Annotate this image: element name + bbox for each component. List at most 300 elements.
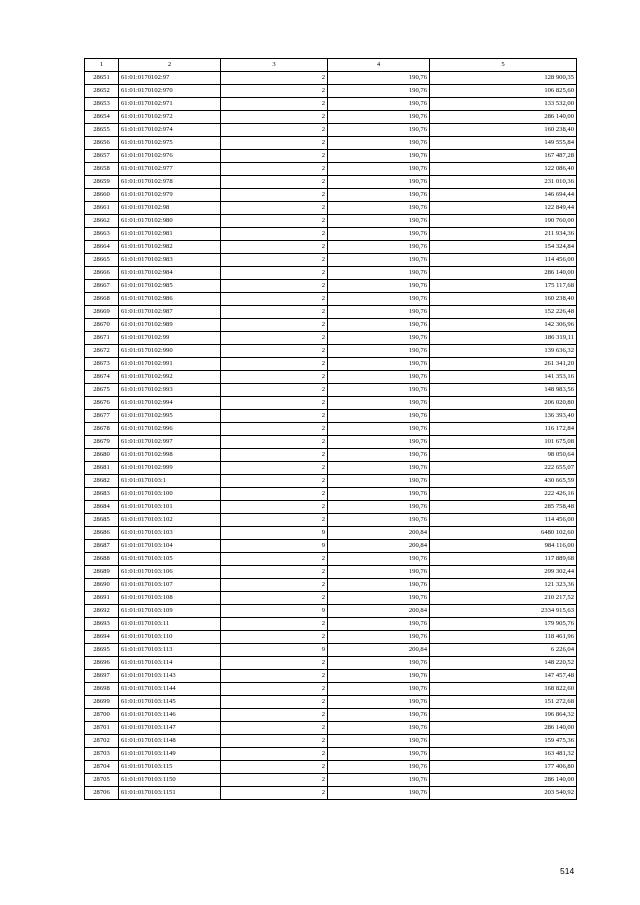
header-cell-2: 2	[119, 59, 221, 72]
row-number-cell: 28653	[85, 98, 119, 111]
header-cell-3: 3	[221, 59, 328, 72]
cadastral-value-cell: 98 050,64	[430, 449, 577, 462]
table-row	[85, 709, 577, 722]
row-number-cell: 28674	[85, 371, 119, 384]
table-row	[85, 670, 577, 683]
group-cell: 2	[221, 293, 328, 306]
cadastral-value-cell: 148 983,56	[430, 384, 577, 397]
table-row	[85, 475, 577, 488]
cadastral-value-cell: 139 636,32	[430, 345, 577, 358]
group-cell: 2	[221, 176, 328, 189]
cadastral-value-cell: 206 020,80	[430, 397, 577, 410]
table-row	[85, 124, 577, 137]
table-row	[85, 358, 577, 371]
group-cell: 2	[221, 787, 328, 800]
table-row	[85, 722, 577, 735]
row-number-cell: 28683	[85, 488, 119, 501]
group-cell: 2	[221, 358, 328, 371]
row-number-cell: 28671	[85, 332, 119, 345]
cadastral-number-cell: 61:01:0170103:107	[119, 579, 221, 592]
group-cell: 2	[221, 397, 328, 410]
row-number-cell: 28655	[85, 124, 119, 137]
cadastral-number-cell: 61:01:0170102:993	[119, 384, 221, 397]
row-number-cell: 28654	[85, 111, 119, 124]
cadastral-number-cell: 61:01:0170102:976	[119, 150, 221, 163]
specific-value-cell: 190,76	[328, 579, 430, 592]
row-number-cell: 28693	[85, 618, 119, 631]
row-number-cell: 28689	[85, 566, 119, 579]
cadastral-value-cell: 984 116,00	[430, 540, 577, 553]
cadastral-value-cell: 6480 102,60	[430, 527, 577, 540]
cadastral-value-cell: 160 238,40	[430, 293, 577, 306]
row-number-cell: 28697	[85, 670, 119, 683]
table-row	[85, 761, 577, 774]
specific-value-cell: 190,76	[328, 241, 430, 254]
cadastral-number-cell: 61:01:0170102:983	[119, 254, 221, 267]
cadastral-number-cell: 61:01:0170102:982	[119, 241, 221, 254]
group-cell: 2	[221, 228, 328, 241]
specific-value-cell: 190,76	[328, 501, 430, 514]
row-number-cell: 28664	[85, 241, 119, 254]
group-cell: 2	[221, 423, 328, 436]
cadastral-number-cell: 61:01:0170102:981	[119, 228, 221, 241]
group-cell: 9	[221, 540, 328, 553]
cadastral-number-cell: 61:01:0170102:980	[119, 215, 221, 228]
table-header	[85, 59, 577, 72]
group-cell: 2	[221, 709, 328, 722]
cadastral-number-cell: 61:01:0170103:114	[119, 657, 221, 670]
cadastral-number-cell: 61:01:0170102:979	[119, 189, 221, 202]
group-cell: 2	[221, 735, 328, 748]
group-cell: 9	[221, 644, 328, 657]
row-number-cell: 28688	[85, 553, 119, 566]
row-number-cell: 28661	[85, 202, 119, 215]
group-cell: 2	[221, 670, 328, 683]
cadastral-number-cell: 61:01:0170102:978	[119, 176, 221, 189]
cadastral-value-cell: 285 758,48	[430, 501, 577, 514]
cadastral-value-cell: 141 353,16	[430, 371, 577, 384]
cadastral-value-cell: 6 226,04	[430, 644, 577, 657]
specific-value-cell: 190,76	[328, 592, 430, 605]
group-cell: 2	[221, 566, 328, 579]
cadastral-number-cell: 61:01:0170102:970	[119, 85, 221, 98]
cadastral-number-cell: 61:01:0170102:986	[119, 293, 221, 306]
specific-value-cell: 190,76	[328, 384, 430, 397]
row-number-cell: 28679	[85, 436, 119, 449]
row-number-cell: 28703	[85, 748, 119, 761]
group-cell: 2	[221, 696, 328, 709]
cadastral-number-cell: 61:01:0170103:1148	[119, 735, 221, 748]
table-row	[85, 241, 577, 254]
group-cell: 2	[221, 332, 328, 345]
cadastral-value-cell: 179 905,76	[430, 618, 577, 631]
cadastral-number-cell: 61:01:0170103:100	[119, 488, 221, 501]
specific-value-cell: 190,76	[328, 566, 430, 579]
group-cell: 2	[221, 761, 328, 774]
row-number-cell: 28660	[85, 189, 119, 202]
cadastral-value-cell: 186 319,11	[430, 332, 577, 345]
specific-value-cell: 190,76	[328, 176, 430, 189]
specific-value-cell: 190,76	[328, 293, 430, 306]
specific-value-cell: 190,76	[328, 670, 430, 683]
row-number-cell: 28705	[85, 774, 119, 787]
cadastral-number-cell: 61:01:0170102:99	[119, 332, 221, 345]
cadastral-value-table	[84, 58, 577, 800]
specific-value-cell: 200,84	[328, 605, 430, 618]
table-row	[85, 163, 577, 176]
row-number-cell: 28666	[85, 267, 119, 280]
row-number-cell: 28675	[85, 384, 119, 397]
specific-value-cell: 190,76	[328, 163, 430, 176]
table-row	[85, 566, 577, 579]
cadastral-number-cell: 61:01:0170102:997	[119, 436, 221, 449]
specific-value-cell: 190,76	[328, 488, 430, 501]
table-body	[85, 72, 577, 800]
table-row	[85, 449, 577, 462]
cadastral-number-cell: 61:01:0170103:102	[119, 514, 221, 527]
table-row	[85, 176, 577, 189]
cadastral-number-cell: 61:01:0170103:103	[119, 527, 221, 540]
row-number-cell: 28706	[85, 787, 119, 800]
group-cell: 2	[221, 475, 328, 488]
table-row	[85, 98, 577, 111]
row-number-cell: 28698	[85, 683, 119, 696]
row-number-cell: 28684	[85, 501, 119, 514]
group-cell: 2	[221, 345, 328, 358]
row-number-cell: 28667	[85, 280, 119, 293]
specific-value-cell: 190,76	[328, 85, 430, 98]
row-number-cell: 28691	[85, 592, 119, 605]
specific-value-cell: 190,76	[328, 631, 430, 644]
table-row	[85, 462, 577, 475]
cadastral-number-cell: 61:01:0170102:987	[119, 306, 221, 319]
specific-value-cell: 190,76	[328, 683, 430, 696]
cadastral-value-cell: 286 140,00	[430, 722, 577, 735]
row-number-cell: 28651	[85, 72, 119, 85]
table-row	[85, 228, 577, 241]
row-number-cell: 28687	[85, 540, 119, 553]
group-cell: 2	[221, 254, 328, 267]
specific-value-cell: 190,76	[328, 358, 430, 371]
table-row	[85, 215, 577, 228]
row-number-cell: 28690	[85, 579, 119, 592]
cadastral-value-cell: 261 341,20	[430, 358, 577, 371]
table-row	[85, 657, 577, 670]
row-number-cell: 28692	[85, 605, 119, 618]
row-number-cell: 28665	[85, 254, 119, 267]
row-number-cell: 28672	[85, 345, 119, 358]
cadastral-number-cell: 61:01:0170102:998	[119, 449, 221, 462]
table-row	[85, 371, 577, 384]
table-row	[85, 111, 577, 124]
table-row	[85, 488, 577, 501]
specific-value-cell: 190,76	[328, 319, 430, 332]
specific-value-cell: 190,76	[328, 735, 430, 748]
group-cell: 2	[221, 449, 328, 462]
table-row	[85, 332, 577, 345]
cadastral-number-cell: 61:01:0170103:110	[119, 631, 221, 644]
group-cell: 2	[221, 462, 328, 475]
cadastral-number-cell: 61:01:0170103:1147	[119, 722, 221, 735]
row-number-cell: 28673	[85, 358, 119, 371]
table-row	[85, 631, 577, 644]
cadastral-number-cell: 61:01:0170103:101	[119, 501, 221, 514]
header-row	[85, 59, 577, 72]
header-cell-1: 1	[85, 59, 119, 72]
specific-value-cell: 190,76	[328, 722, 430, 735]
specific-value-cell: 190,76	[328, 787, 430, 800]
row-number-cell: 28676	[85, 397, 119, 410]
cadastral-number-cell: 61:01:0170102:975	[119, 137, 221, 150]
table-row	[85, 592, 577, 605]
group-cell: 2	[221, 150, 328, 163]
table-row	[85, 189, 577, 202]
table-row	[85, 553, 577, 566]
cadastral-value-cell: 168 822,60	[430, 683, 577, 696]
group-cell: 2	[221, 202, 328, 215]
group-cell: 2	[221, 436, 328, 449]
specific-value-cell: 200,84	[328, 644, 430, 657]
cadastral-value-cell: 146 694,44	[430, 189, 577, 202]
table-row	[85, 267, 577, 280]
group-cell: 2	[221, 657, 328, 670]
cadastral-value-cell: 222 426,16	[430, 488, 577, 501]
group-cell: 2	[221, 163, 328, 176]
table-row	[85, 514, 577, 527]
row-number-cell: 28669	[85, 306, 119, 319]
table-row	[85, 423, 577, 436]
group-cell: 2	[221, 722, 328, 735]
cadastral-number-cell: 61:01:0170102:992	[119, 371, 221, 384]
table-row	[85, 293, 577, 306]
cadastral-value-cell: 148 220,52	[430, 657, 577, 670]
group-cell: 9	[221, 527, 328, 540]
cadastral-value-cell: 122 086,40	[430, 163, 577, 176]
cadastral-value-cell: 122 849,44	[430, 202, 577, 215]
row-number-cell: 28678	[85, 423, 119, 436]
specific-value-cell: 190,76	[328, 111, 430, 124]
row-number-cell: 28694	[85, 631, 119, 644]
row-number-cell: 28700	[85, 709, 119, 722]
cadastral-number-cell: 61:01:0170102:991	[119, 358, 221, 371]
specific-value-cell: 190,76	[328, 228, 430, 241]
cadastral-number-cell: 61:01:0170103:104	[119, 540, 221, 553]
cadastral-number-cell: 61:01:0170102:996	[119, 423, 221, 436]
cadastral-value-cell: 128 900,35	[430, 72, 577, 85]
cadastral-number-cell: 61:01:0170103:1146	[119, 709, 221, 722]
cadastral-number-cell: 61:01:0170103:1144	[119, 683, 221, 696]
cadastral-value-cell: 116 172,84	[430, 423, 577, 436]
row-number-cell: 28696	[85, 657, 119, 670]
cadastral-number-cell: 61:01:0170102:971	[119, 98, 221, 111]
group-cell: 2	[221, 137, 328, 150]
table-row	[85, 501, 577, 514]
specific-value-cell: 190,76	[328, 748, 430, 761]
group-cell: 2	[221, 85, 328, 98]
cadastral-number-cell: 61:01:0170102:999	[119, 462, 221, 475]
specific-value-cell: 190,76	[328, 696, 430, 709]
cadastral-number-cell: 61:01:0170102:974	[119, 124, 221, 137]
specific-value-cell: 190,76	[328, 189, 430, 202]
group-cell: 2	[221, 111, 328, 124]
group-cell: 2	[221, 579, 328, 592]
cadastral-value-cell: 114 456,00	[430, 254, 577, 267]
table-row	[85, 644, 577, 657]
table-row	[85, 540, 577, 553]
specific-value-cell: 190,76	[328, 215, 430, 228]
row-number-cell: 28702	[85, 735, 119, 748]
row-number-cell: 28682	[85, 475, 119, 488]
cadastral-value-cell: 142 306,96	[430, 319, 577, 332]
group-cell: 2	[221, 267, 328, 280]
cadastral-value-cell: 106 825,60	[430, 85, 577, 98]
group-cell: 2	[221, 241, 328, 254]
cadastral-number-cell: 61:01:0170103:1145	[119, 696, 221, 709]
table-row	[85, 774, 577, 787]
group-cell: 2	[221, 215, 328, 228]
specific-value-cell: 190,76	[328, 137, 430, 150]
cadastral-number-cell: 61:01:0170102:985	[119, 280, 221, 293]
cadastral-number-cell: 61:01:0170103:1149	[119, 748, 221, 761]
cadastral-value-cell: 210 217,52	[430, 592, 577, 605]
table-row	[85, 85, 577, 98]
cadastral-number-cell: 61:01:0170103:106	[119, 566, 221, 579]
specific-value-cell: 190,76	[328, 449, 430, 462]
specific-value-cell: 190,76	[328, 410, 430, 423]
specific-value-cell: 190,76	[328, 306, 430, 319]
cadastral-value-cell: 190 760,00	[430, 215, 577, 228]
row-number-cell: 28662	[85, 215, 119, 228]
cadastral-value-cell: 160 238,40	[430, 124, 577, 137]
header-cell-5: 5	[430, 59, 577, 72]
cadastral-number-cell: 61:01:0170103:1143	[119, 670, 221, 683]
group-cell: 2	[221, 748, 328, 761]
cadastral-number-cell: 61:01:0170102:995	[119, 410, 221, 423]
group-cell: 2	[221, 384, 328, 397]
cadastral-value-cell: 231 010,36	[430, 176, 577, 189]
table-row	[85, 280, 577, 293]
cadastral-value-cell: 117 889,68	[430, 553, 577, 566]
group-cell: 2	[221, 371, 328, 384]
specific-value-cell: 200,84	[328, 527, 430, 540]
group-cell: 2	[221, 488, 328, 501]
group-cell: 9	[221, 605, 328, 618]
cadastral-number-cell: 61:01:0170103:1150	[119, 774, 221, 787]
cadastral-number-cell: 61:01:0170102:977	[119, 163, 221, 176]
row-number-cell: 28663	[85, 228, 119, 241]
cadastral-value-cell: 286 140,00	[430, 267, 577, 280]
table-row	[85, 254, 577, 267]
row-number-cell: 28699	[85, 696, 119, 709]
specific-value-cell: 190,76	[328, 345, 430, 358]
cadastral-value-cell: 147 457,48	[430, 670, 577, 683]
cadastral-value-cell: 175 117,68	[430, 280, 577, 293]
group-cell: 2	[221, 631, 328, 644]
specific-value-cell: 190,76	[328, 657, 430, 670]
row-number-cell: 28681	[85, 462, 119, 475]
cadastral-value-cell: 121 323,36	[430, 579, 577, 592]
table-row	[85, 72, 577, 85]
specific-value-cell: 190,76	[328, 423, 430, 436]
specific-value-cell: 190,76	[328, 514, 430, 527]
specific-value-cell: 190,76	[328, 371, 430, 384]
table-row	[85, 605, 577, 618]
specific-value-cell: 190,76	[328, 150, 430, 163]
cadastral-number-cell: 61:01:0170103:115	[119, 761, 221, 774]
cadastral-number-cell: 61:01:0170102:994	[119, 397, 221, 410]
specific-value-cell: 190,76	[328, 618, 430, 631]
group-cell: 2	[221, 319, 328, 332]
cadastral-value-cell: 286 140,00	[430, 774, 577, 787]
cadastral-value-cell: 133 532,00	[430, 98, 577, 111]
cadastral-number-cell: 61:01:0170102:990	[119, 345, 221, 358]
cadastral-value-cell: 286 140,00	[430, 111, 577, 124]
table-row	[85, 735, 577, 748]
cadastral-number-cell: 61:01:0170103:105	[119, 553, 221, 566]
table-row	[85, 683, 577, 696]
specific-value-cell: 190,76	[328, 98, 430, 111]
group-cell: 2	[221, 280, 328, 293]
table-row	[85, 306, 577, 319]
cadastral-value-cell: 114 456,00	[430, 514, 577, 527]
specific-value-cell: 190,76	[328, 254, 430, 267]
row-number-cell: 28695	[85, 644, 119, 657]
table-row	[85, 696, 577, 709]
page-number: 514	[560, 866, 575, 876]
row-number-cell: 28659	[85, 176, 119, 189]
row-number-cell: 28658	[85, 163, 119, 176]
table-row	[85, 579, 577, 592]
cadastral-value-cell: 177 406,80	[430, 761, 577, 774]
cadastral-value-cell: 222 655,07	[430, 462, 577, 475]
specific-value-cell: 190,76	[328, 332, 430, 345]
cadastral-value-cell: 154 324,84	[430, 241, 577, 254]
cadastral-number-cell: 61:01:0170102:972	[119, 111, 221, 124]
specific-value-cell: 190,76	[328, 267, 430, 280]
cadastral-number-cell: 61:01:0170103:1151	[119, 787, 221, 800]
specific-value-cell: 190,76	[328, 709, 430, 722]
cadastral-number-cell: 61:01:0170103:1	[119, 475, 221, 488]
specific-value-cell: 190,76	[328, 475, 430, 488]
cadastral-number-cell: 61:01:0170103:113	[119, 644, 221, 657]
cadastral-number-cell: 61:01:0170102:97	[119, 72, 221, 85]
cadastral-value-cell: 2334 915,63	[430, 605, 577, 618]
cadastral-number-cell: 61:01:0170102:98	[119, 202, 221, 215]
cadastral-value-cell: 151 272,68	[430, 696, 577, 709]
cadastral-number-cell: 61:01:0170103:108	[119, 592, 221, 605]
group-cell: 2	[221, 189, 328, 202]
cadastral-value-cell: 299 302,44	[430, 566, 577, 579]
table-row	[85, 748, 577, 761]
specific-value-cell: 190,76	[328, 761, 430, 774]
row-number-cell: 28668	[85, 293, 119, 306]
group-cell: 2	[221, 618, 328, 631]
cadastral-value-cell: 211 934,36	[430, 228, 577, 241]
group-cell: 2	[221, 72, 328, 85]
row-number-cell: 28686	[85, 527, 119, 540]
specific-value-cell: 190,76	[328, 436, 430, 449]
group-cell: 2	[221, 514, 328, 527]
group-cell: 2	[221, 98, 328, 111]
specific-value-cell: 190,76	[328, 280, 430, 293]
cadastral-value-cell: 163 481,32	[430, 748, 577, 761]
cadastral-value-cell: 149 555,84	[430, 137, 577, 150]
cadastral-value-cell: 101 675,08	[430, 436, 577, 449]
table-row	[85, 150, 577, 163]
row-number-cell: 28704	[85, 761, 119, 774]
specific-value-cell: 190,76	[328, 462, 430, 475]
table-row	[85, 345, 577, 358]
